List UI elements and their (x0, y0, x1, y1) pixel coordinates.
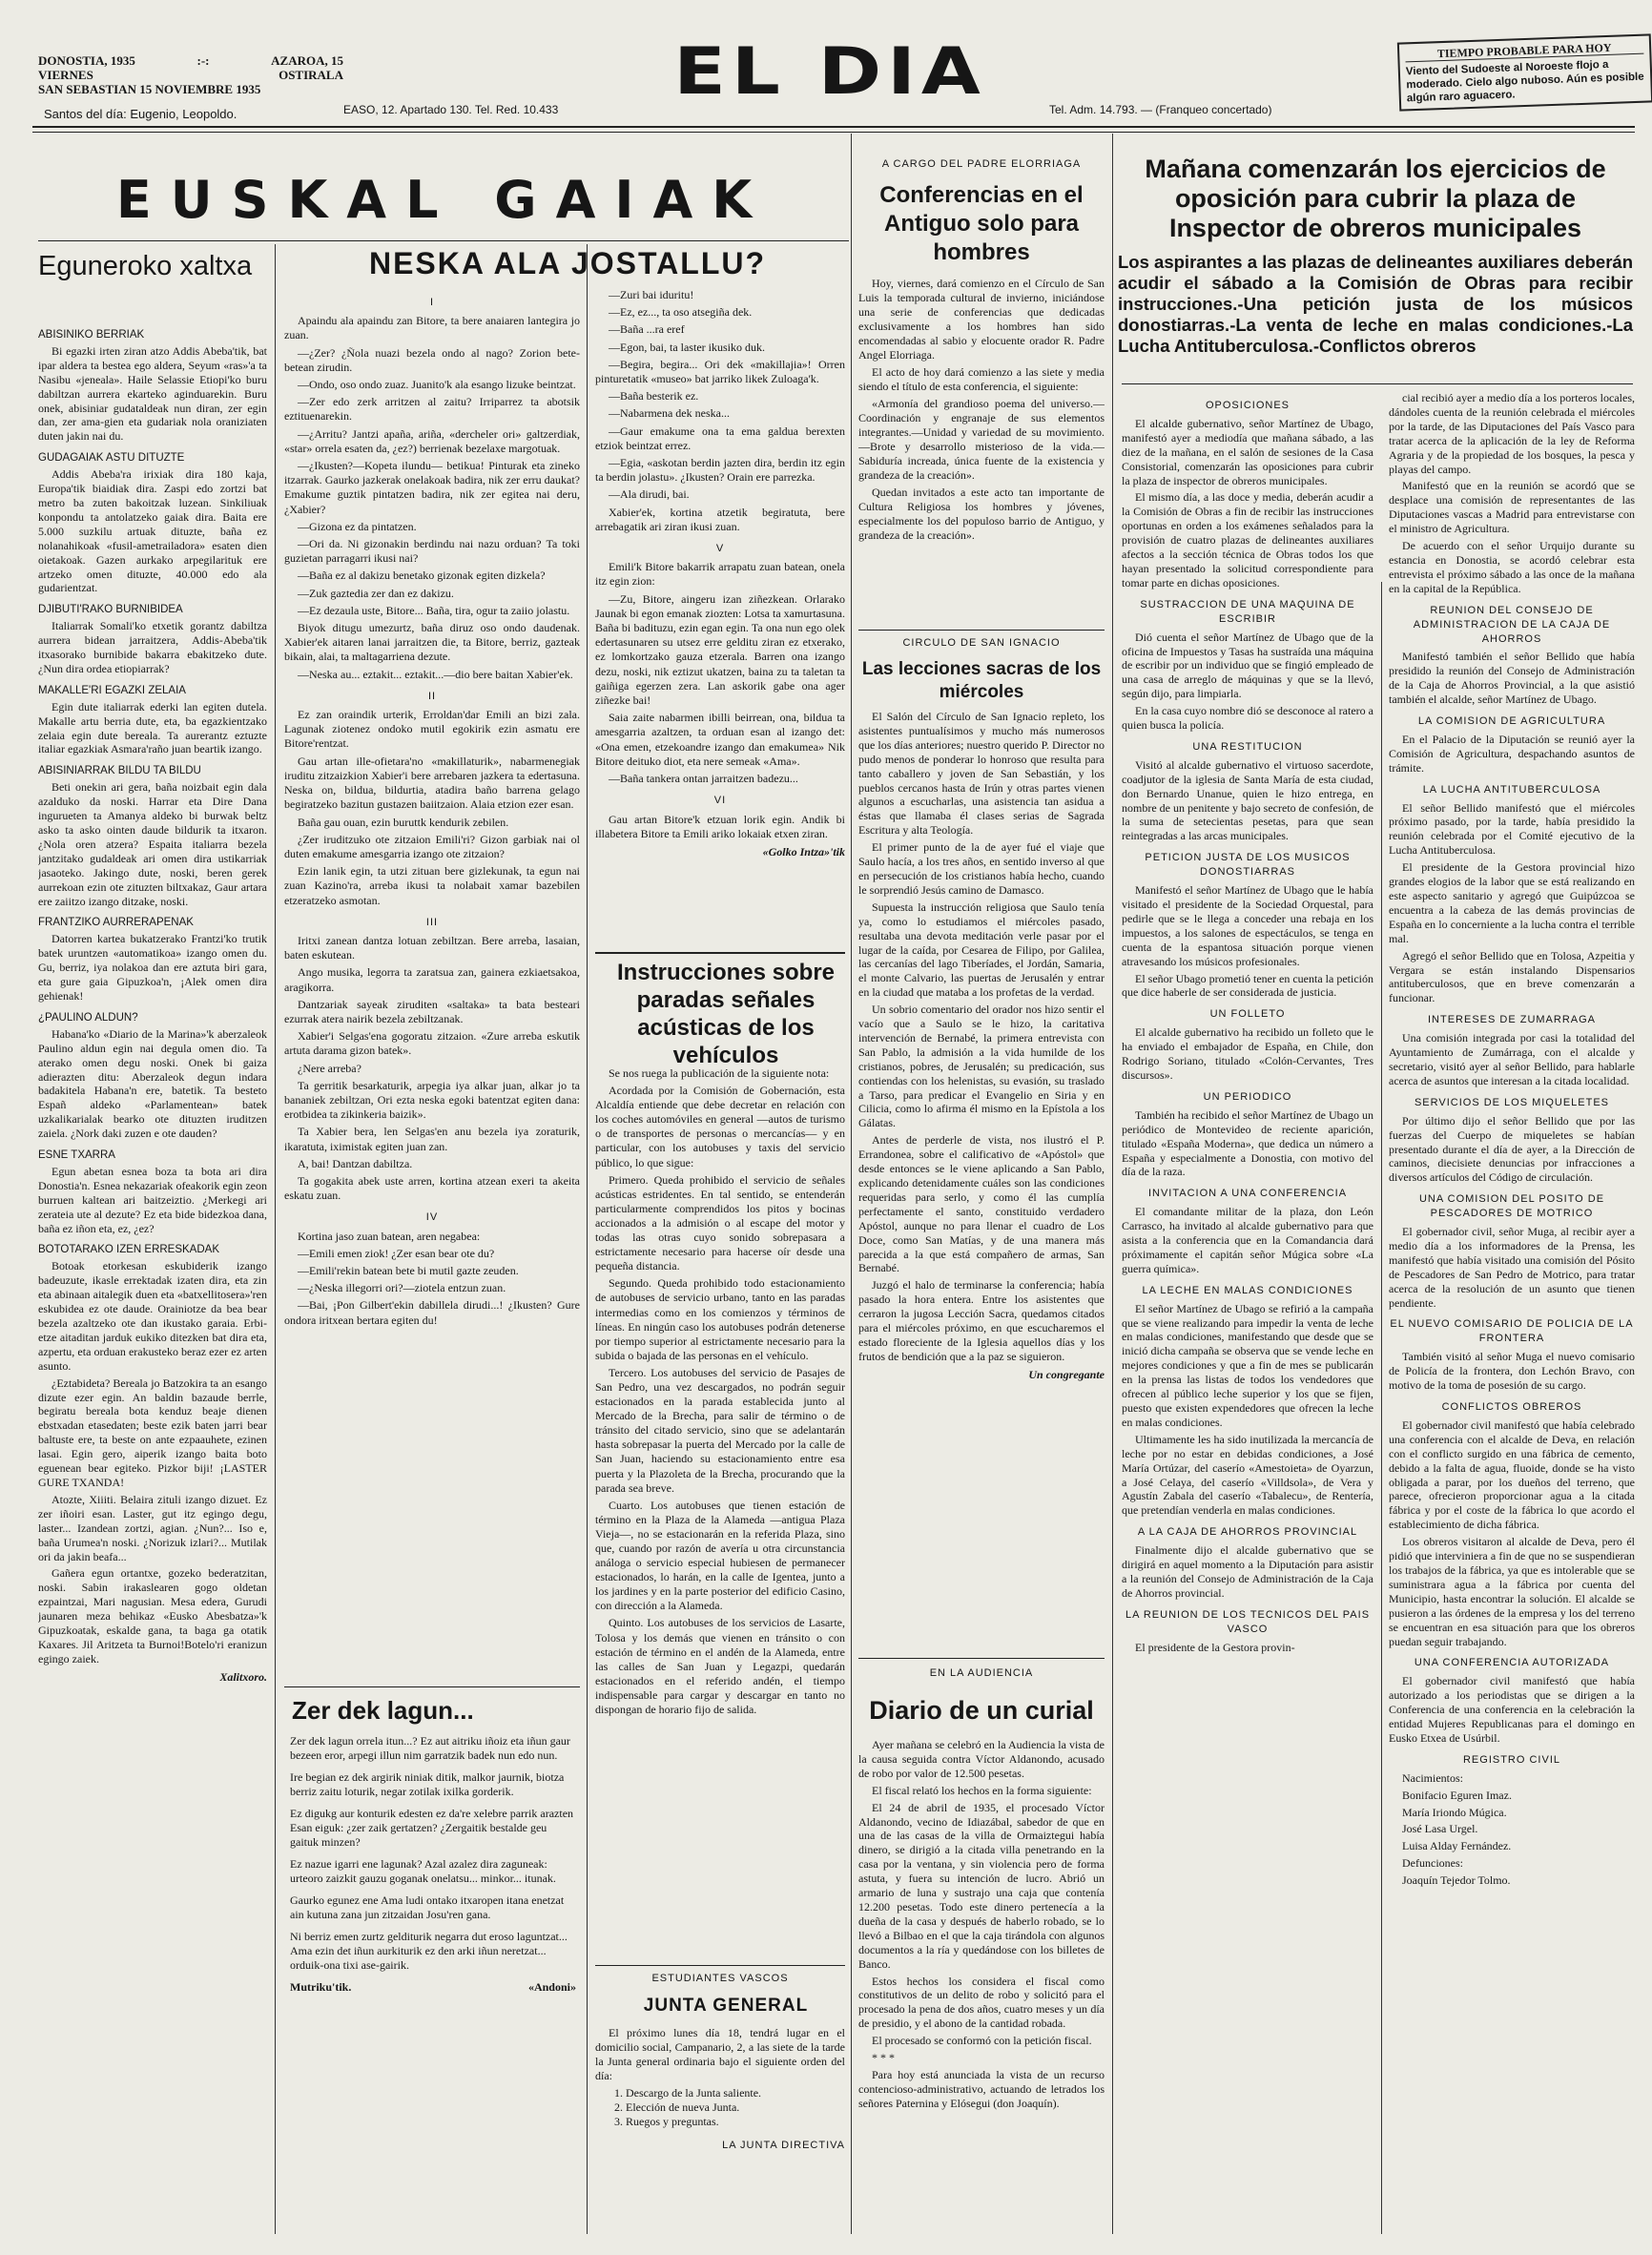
article-paragraph: * * * (872, 2051, 895, 2065)
article-paragraph: El señor Ubago prometió tener en cuenta la petición que dice haberle de ser considerada de justicia. (1122, 971, 1373, 1000)
story-paragraph: Xabier'ek, kortina atzetik begiratuta, bere arrebagatik ari ziran ikusi zuan. (595, 505, 845, 533)
section-heading: LA LECHE EN MALAS CONDICIONES (1142, 1284, 1353, 1296)
article-paragraph: Tercero. Los autobuses del servicio de Pasajes de San Pedro, una vez descargados, no podrán seguir estacionados en la parada establecida junto al Mercado de la Brecha, para salir de término o de tránsito del citado servicio, sino que se adelantarán hasta sobrepasar la puerta del Mercado por la calle de San Juan, haciendo su estacionamiento entre esa puerta y la Plazoleta de la Brecha, procurando que la parada sea breve. (595, 1365, 845, 1495)
news-item-text: Botoak etorkesan eskubiderik izango badeuzute, ikasle errektadak izaten dira, eta zin eta abinaan aitalegik duen eta «batxellitosera»'ren eskubidea ez ote daude. Orainiotze da bea bear bezela azaltzeko ote dan ikustako garaia. Erbi-etze aitaditan jarduk eukiko ditezken bat dira eta, azpertu, eta orduan erakusteko beraz ezer ez arten asunto. (38, 1259, 267, 1373)
article-paragraph: Joaquín Tejedor Tolmo. (1402, 1873, 1511, 1888)
news-item-text: Bi egazki irten ziran atzo Addis Abeba'tik, bat ipar aldera ta bestea ego aldera, Seyum «ras»'a ta Nasibu «jeneala». Haile Selassie Etiopi'ko buru dabiltzan aurrera ekarteko aginduarekin. Buru onek, abisiniar gudataldeak nun diran, zer egin dan, zer ama-gien eta gudariak nola oraniziaten duten jakin nai du. (38, 343, 267, 444)
section-heading: LA COMISION DE AGRICULTURA (1417, 715, 1606, 728)
weather-text: Viento del Sudoeste al Noroeste flojo a moderado. Cielo algo nuboso. Aún es posible algún raro aguacero. (1405, 58, 1644, 105)
story-paragraph: Gau artan ille-ofietara'no «makillaturik», nabarmenegiak iruditu zitzaizkion Xabier'i bere arrebaren jazkera ta edertasuna. Neska on, bildua, bildurtia, atadira baño barrena gelago begiratzeko bazitun gustazen baiitzaion. Alaia etzion ezer esan. (284, 754, 580, 812)
article-paragraph: En la casa cuyo nombre dió se desconoce al ratero a quien busca la policía. (1122, 704, 1373, 733)
article-paragraph: El procesado se conformó con la petición fiscal. (872, 2034, 1092, 2048)
story-paragraph: Dantzariak sayeak ziruditen «saltaka» ta bata besteari ezurrak atera nairik bezela zebiltzanak. (284, 997, 580, 1025)
neska-column-left (284, 288, 580, 1681)
article-paragraph: El alcalde gubernativo, señor Martínez de Ubago, manifestó ayer a mediodía que mañana sábado, a las diez de la mañana, en el salón de sesiones de la Casa Consistorial, comenzarán las oposiciones para cubrir la plaza de inspector de obreros municipales. (1122, 416, 1373, 487)
poem-stanza: Zer dek lagun orrela itun...? Ez aut aitriku iñoiz eta iñun gaur bezeen eror, arpegi illun nim garratzik badek nun edo nun. (290, 1734, 570, 1762)
article-paragraph: Quedan invitados a este acto tan importante de Cultura Religiosa los hombres y jóvenes, especialmente los del populoso barrio de Antiguo, y grandeza de la creación». (858, 486, 1105, 542)
article-paragraph: El mismo día, a las doce y media, deberán acudir a la Comisión de Obras a fin de recibir las instrucciones oportunas en orden a los exámenes señalados para la provisión de cuatro plazas de delineantes auxiliares afectos a la sección técnica de Obras todos los que hayan presentado la solicitud correspondiente para tomar parte en dichas oposiciones. (1122, 490, 1373, 590)
news-item-text: Datorren kartea bukatzerako Frantzi'ko trutik batek uruntzen «automatikoa» izango omen du. Gu, berriz, iya nolakoa dan ere aztuta biri gara, eta gure gaia Gipuzkoa'n, ¡Alek omen dira gehienak! (38, 932, 267, 1003)
zer-rule (284, 1686, 580, 1687)
story-paragraph: —Zuri bai iduritu! (609, 288, 694, 301)
masthead-rule-thin (32, 132, 1635, 133)
story-paragraph: —Baña ...ra eref (609, 322, 685, 337)
signature: Un congregante (1028, 1367, 1105, 1381)
diario-body (858, 1738, 1105, 2234)
section-rule (38, 240, 849, 241)
news-item-heading: ABISINIKO BERRIAK (38, 329, 145, 341)
article-paragraph: Un sobrio comentario del orador nos hizo sentir el vacío que a Saulo se le hizo, la caritativa intervención de Bernabé, la primera entrevista con San Pablo, la admisión a la vida humilde de los cristianos, pobres, de Jerusalén; su predicación, sus contiendas con los helenistas, su evasión, su traslado a Tarso, para predicar el Evangelio en Siria y en Cilicia, como lo afirma él mismo en la Epístola a los Gálatas. (858, 1003, 1105, 1130)
article-paragraph: Ayer mañana se celebró en la Audiencia la vista de la causa seguida contra Víctor Aldanondo, acusado de robo por valor de 12.500 pesetas. (858, 1738, 1105, 1780)
section-heading: INTERESES DE ZUMARRAGA (1427, 1014, 1597, 1026)
story-paragraph: —¿Arritu? Jantzi apaña, ariña, «dercheler ori» galtzerdiak, «star» orrela esaten da, ¿ez?) berrienak bezelaxe margotuak. (284, 426, 580, 455)
section-heading: CONFLICTOS OBREROS (1441, 1401, 1582, 1413)
news-item-heading: ¿PAULINO ALDUN? (38, 1011, 138, 1024)
junta-general-body (595, 2026, 845, 2236)
story-paragraph: —Zer edo zerk arritzen al zaitu? Irriparrez ta abotsik eztituenarekin. (284, 395, 580, 424)
news-item-heading: DJIBUTI'RAKO BURNIBIDEA (38, 604, 183, 616)
part-number: IV (425, 1211, 439, 1224)
poem-signature-row (290, 1980, 576, 1995)
agenda-item: 3. Ruegos y preguntas. (614, 2115, 719, 2128)
story-paragraph: Ez zan oraindik urterik, Erroldan'dar Emili an bizi zala. Lagunak ziotenez ondoko mutil egokirik ezin asmatu ere Bitore'rentzat. (284, 708, 580, 751)
column-divider (1381, 582, 1382, 2234)
article-paragraph: Manifestó también el señor Bellido que había presidido la reunión del Consejo de Administración de la Caja de Ahorros Provincial, a la que asistió también el alcalde, señor Martínez de Ubago. (1389, 650, 1635, 707)
story-paragraph: Xabier'i Selgas'ena gogoratu zitzaion. «Zure arreba eskutik artuta darama gizon batek». (284, 1029, 580, 1058)
news-item-heading: FRANTZIKO AURRERAPENAK (38, 917, 194, 929)
news-item-heading: ESNE TXARRA (38, 1149, 115, 1162)
news-item-text: Habana'ko «Diario de la Marina»'k aberzaleok Paulino aldun egin nai degula omen dio. Ta aterako omen degu noski. Onek bi gaiza adierazten ditu: Aberzaleok degun indara badakitela Habana'n ere, batetik. Ta besteto Españ aldeko «Parlamentean» batek uzkalikarialak bearko ote dituzten iruditzen zaiela. ¿Nork daki zuzen e ote dauden? (38, 1026, 267, 1141)
story-paragraph: —Nabarmena dek neska... (609, 406, 730, 421)
newspaper-title: EL DIA (673, 33, 986, 110)
article-paragraph: El señor Martínez de Ubago se refirió a la campaña que se viene realizando para impedir la venta de leche en malas condiciones, manifestando que desde que se inició dicha campaña se observa que se vende leche en mejores condiciones y que a fin de mes se publicarán en la prensa las listas de todos los vendedores que ofrecen al público leche superior y los que se fijen, puesto que existen expendedores que ofrecen la leche en malas condiciones. (1122, 1301, 1373, 1429)
estudiantes-rule (595, 1965, 845, 1966)
article-paragraph: Primero. Queda prohibido el servicio de señales acústicas estridentes. En tal sentido, se entenderán particularmente comprendidos los pitos y bocinas accionados a la admisión o al escape del motor y todas las otras cuyo sonido sobrepasara a estrictamente necesario para hacerse oír desde una pequeña distancia. (595, 1172, 845, 1273)
article-paragraph: Para hoy está anunciada la vista de un recurso contencioso-administrativo, actuando de letrados los señores Paternina y Elósegui (don Joaquín). (858, 2067, 1105, 2110)
estudiantes-kicker: ESTUDIANTES VASCOS (651, 1973, 789, 1984)
article-paragraph: Agregó el señor Bellido que en Tolosa, Azpeitia y Vergara se están instalando Dispensarios antituberculosos, que en breve comenzarán a funcionar. (1389, 948, 1635, 1005)
story-paragraph: —Baña ez al dakizu benetako gizonak egiten dizkela? (298, 569, 546, 583)
section-heading: INVITACION A UNA CONFERENCIA (1147, 1188, 1348, 1200)
manana-column-left (1122, 391, 1373, 2234)
story-paragraph: Iritxi zanean dantza lotuan zebiltzan. Bere arreba, lasaian, baten eskutean. (284, 933, 580, 962)
article-paragraph: Estos hechos los considera el fiscal como constitutivos de un delito de robo y solicitó para el procesado la pena de dos años, cuatro meses y un día de presidio, y el abono de la cantidad robada. (858, 1974, 1105, 2031)
story-paragraph: —¿Zer? ¿Ñola nuazi bezela ondo al nago? Zorion bete-betean zirudin. (284, 345, 580, 374)
news-item-text: Addis Abeba'ra irixiak dira 180 kaja, Europa'tik biaidiak dira. Zaspi edo zortzi bat metro ba zuten bakoitzak luzean. Sinkiliuak konpondu ta antolatzeko gaiak dira. Baita ere 5.000 suzkilu artuak dituzte, baña ez nolanahikoak «fusil-ametrailadora» esaten dien oietakoak. Gazen aurkako arpegilarituk ere artzeko omen dituzte, 40.000 edo ala gudarientzat. (38, 467, 267, 595)
article-paragraph: El Salón del Círculo de San Ignacio repleto, los asistentes puntualísimos y mucho más numerosos que los días anteriores; nuestro querido P. Director no pudo menos de ponderar lo honroso que resulta para tanto caballero y joven de San Sebastián, y los pueblos cercanos hasta de Irún y otras partes vienen algunos a escucharlas, una asistencia tan asidua a éstas que llamaba él clases serias de Sagrada Escritura y alta Teología. (858, 710, 1105, 838)
masthead-rule (32, 126, 1635, 128)
news-item-text: Atozte, Xiiiti. Belaira zituli izango dizuet. Ez zer iñoiri esan. Laster, gut itz egingo degu, laster... Izandean zortzi, agian. ¿Nun?... Iso e, baña Urumea'n noski. ¿Norizuk izlari?... Mutilak ori da jakin beafa... (38, 1492, 267, 1563)
section-heading: PETICION JUSTA DE LOS MUSICOS DONOSTIARRAS (1145, 852, 1351, 879)
story-paragraph: —Emili'rekin batean bete bi mutil gazte zeuden. (298, 1263, 519, 1277)
section-heading: SUSTRACCION DE UNA MAQUINA DE ESCRIBIR (1140, 598, 1355, 625)
agenda-item: 1. Descargo de la Junta saliente. (614, 2086, 762, 2100)
neska-title: NESKA ALA JOSTALLU? (368, 246, 767, 280)
section-heading: UNA RESTITUCION (1192, 740, 1303, 753)
agenda-item: 2. Elección de nueva Junta. (614, 2100, 740, 2114)
article-paragraph: El gobernador civil, señor Muga, al recibir ayer a medio día a los informadores de la Prensa, les manifestó que había visitado una comisión del Pósito de Pescadores de San Pedro de Motrico, para tratar acerca de la resolución de un asunto que tienen pendiente. (1389, 1225, 1635, 1310)
manana-column-right (1389, 391, 1635, 2234)
news-item-text: ¿Eztabideta? Bereala jo Batzokira ta an esango dizute ezer egin. An baldin bazaude berrle, begiratu bereala bota kenduz beaje dienen ebstxadan etasedaten; beste ezik baten jarri bear baltuste ere, ta beste on ante ezpaauhete, ezinen lasai. Egin gero, aiperik izango baita boto eguenean bear egiteko. Pizkor biji! ¡LASTER GURE TXANDA! (38, 1376, 267, 1489)
section-heading: A LA CAJA DE AHORROS PROVINCIAL (1137, 1526, 1358, 1539)
article-paragraph: De acuerdo con el señor Urquijo durante su estancia en Donostia, se acordó celebrar esta entrevista el próximo sábado a las once de la mañana en la capital de la República. (1389, 539, 1635, 595)
column-divider (587, 244, 588, 2234)
diario-kicker: EN LA AUDIENCIA (929, 1667, 1034, 1679)
article-paragraph: José Lasa Urgel. (1402, 1822, 1478, 1836)
article-paragraph: Luisa Alday Fernández. (1402, 1839, 1512, 1853)
part-number: V (715, 543, 725, 555)
news-item-text: Egin dute italiarrak ederki lan egiten dutela. Makalle artu berria dute, eta, ba egazkientzako zelaia egin dute bereala. Ta aurerantz eztuzte italiar egazkiak Asmara'raño juan beartik izango. (38, 699, 267, 756)
story-paragraph: —Begira, begira... Ori dek «makillajia»! Orren pinturetatik «museo» bat jarriko likek Zuloaga'k. (595, 357, 845, 386)
story-paragraph: Ta Xabier bera, len Selgas'en anu bezela iya zoraturik, ikaratuta, iximistak egiten juan zan. (284, 1125, 580, 1153)
story-paragraph: Ango musika, legorra ta zaratsua zan, gainera ezkiaetsakoa, aragikorra. (284, 965, 580, 994)
story-paragraph: ¿Zer iruditzuko ote zitzaion Emili'ri? Gizon garbiak nai ol duten emakume amesgarria izango ote zitzaion? (284, 832, 580, 860)
article-paragraph: El alcalde gubernativo ha recibido un folleto que le ha enviado el embajador de España, en Chile, don Rodrigo Soriano, titulado «Colón-Cervantes, Tres discursos». (1122, 1025, 1373, 1082)
article-paragraph: El presidente de la Gestora provincial hizo grandes elogios de la labor que se está realizando en este aspecto sanitario y agregó que Guipúzcoa se encuentra a la cabeza de las demás provincias de España en lo concerniente a la lucha contra el terrible mal. (1389, 860, 1635, 945)
story-paragraph: —Egia, «askotan berdin jazten dira, berdin itz egin ta berdin jolastu». ¿Ikusten? Orain ere parrezka. (595, 456, 845, 485)
article-paragraph: Defunciones: (1402, 1856, 1463, 1871)
instrucciones-rule (595, 952, 845, 954)
article-paragraph: cial recibió ayer a medio día a los porteros locales, dándoles cuenta de la reunión celebrada el miércoles por la tarde, de las Diputaciones del País Vasco para tratar acerca de la aplicación de la ley de Reforma Agraria y de la propiedad de los bosques, la pesca y playas del campo. (1389, 391, 1635, 476)
article-paragraph: María Iriondo Múgica. (1402, 1805, 1507, 1819)
conferencias-body (858, 277, 1105, 630)
weather-title: TIEMPO PROBABLE PARA HOY (1405, 40, 1643, 63)
poem-stanza: Gaurko egunez ene Ama ludi ontako itxaropen itana enetzat ain kutuna zana jun zitzaidan Josu'ren gana. (290, 1893, 565, 1921)
zer-dek-lagun-title: Zer dek lagun... (292, 1696, 474, 1725)
story-paragraph: —Zuk gaztedia zer dan ez dakizu. (298, 586, 454, 600)
story-paragraph: —¿Neska illegorri ori?—ziotela entzun zuan. (298, 1281, 506, 1295)
section-heading: REGISTRO CIVIL (1462, 1753, 1561, 1766)
story-paragraph: Biyok ditugu umezurtz, baña diruz oso ondo daudenak. Xabier'ek aitaren lanai jarraitzen die, ta Bitore, berriz, gazteak bikain, alai, ta maltagarriena dezute. (284, 621, 580, 664)
neska-column-right (595, 288, 845, 946)
column-divider (275, 244, 276, 2234)
story-paragraph: Ta gogakita abek uste arren, kortina atzean exeri ta akeita eskatu zuan. (284, 1173, 580, 1203)
article-paragraph: Dió cuenta el señor Martínez de Ubago que de la oficina de Impuestos y Tasas ha sustraída una máquina de escribir por un individuo que se fingió empleado de una casa de arreglo de máquinas y que se la llevó, según dijo, para limpiarla. (1122, 630, 1373, 701)
news-item-heading: ABISINIARRAK BILDU TA BILDU (38, 765, 201, 777)
article-paragraph: Supuesta la instrucción religiosa que Saulo tenía ya, como lo estudiamos el miércoles pasado, resultaba una devota meditación verle pasar por el lugar de la caída, por Cesarea de Filipo, por Galilea, las cercanías del lago Tiberíades, el Jordán, Samaria, el monte Calvario, las puertas de Jerusalén y entrar en la ciudad que mataba a los profetas de la verdad. (858, 900, 1105, 1000)
signature: Xalitxoro. (219, 1669, 267, 1684)
story-paragraph: —¿Ikusten?—Kopeta ilundu— betikua! Pinturak eta zineko itzarrak. Gaurko jazkerak onelakoak badira, nik zer erru daukat? Emakume guztik pintatzen badira, nik zer egitea nai deru, ¿Xabier? (284, 459, 580, 516)
manana-deck: Los aspirantes a las plazas de delineantes auxiliares deberán acudir el sábado a la Comisión de Obras para recibir instrucciones.-Una petición justa de los músicos donostiarras.-La venta de leche en malas condiciones.-La Lucha Antituberculosa.-Conflictos obreros (1118, 252, 1633, 356)
article-paragraph: El gobernador civil manifestó que había autorizado a los periodistas que se dirigen a la Conferencia de una conferencia en la celebración la entidad Mujeres Republicanas para el domingo en Eusko Etxea de Usúrbil. (1389, 1674, 1635, 1745)
diario-rule (858, 1658, 1105, 1659)
article-paragraph: Juzgó el halo de terminarse la conferencia; había pasado la hora entera. Entre los asistentes que cerraron la jugosa Lección Sacra, quedamos citados para el miércoles próximo, en que escucharemos el estado floreciente de la Iglesia aquellos días y los frutos de bendición que a la paz se siguieron. (858, 1278, 1105, 1363)
instrucciones-title: Instrucciones sobre paradas señales acústicas de los vehículos (616, 960, 836, 1068)
article-paragraph: Una comisión integrada por casi la totalidad del Ayuntamiento de Zumárraga, con el alcalde y secretario, visitó ayer al señor Bellido, para hablarle acerca de asuntos que interesan a la citada localidad. (1389, 1031, 1635, 1087)
saints-of-day: Santos del día: Eugenio, Leopoldo. (44, 107, 237, 121)
section-heading: UNA COMISION DEL POSITO DE PESCADORES DE MOTRICO (1418, 1193, 1605, 1220)
article-paragraph: Hoy, viernes, dará comienzo en el Círculo de San Luis la temporada cultural de invierno, iniciándose una serie de conferencias que dedicadas exclusivamente a los hombres han sido encomendadas al sabio y elocuente orador R. Padre Angel Elorriaga. (858, 277, 1105, 362)
section-heading: LA REUNION DE LOS TECNICOS DEL PAIS VASCO (1125, 1608, 1371, 1635)
article-paragraph: Antes de perderle de vista, nos ilustró el P. Errandonea, sobre el calificativo de «Apóstol» que desde entonces se le viene aplicando a San Pablo, explicando detenidamente cuáles son las condiciones requeridas para serlo, y como él las cumplía perfectamente el santo, constituido verdadero Apóstol, aunque no para llenar el cuadro de Los Doce, como San Matías, y de una manera más parecida a la que está compañero de armas, San Bernabé. (858, 1133, 1105, 1275)
article-paragraph: El acto de hoy dará comienzo a las siete y media siendo el título de esta conferencia, el siguiente: (858, 365, 1105, 393)
eguneroko-column (38, 321, 267, 2228)
news-item-heading: GUDAGAIAK ASTU DITUZTE (38, 452, 185, 465)
article-paragraph: Manifestó que en la reunión se acordó que se desplace una comisión de representantes de las Diputaciones vascas a Madrid para entrevistarse con el ministro de Agricultura. (1389, 479, 1635, 536)
instrucciones-body (595, 1066, 845, 1958)
poem-stanza: Ire begian ez dek argirik niniak ditik, malkor jaurnik, biotza berriz zaitu loturik, negar zotilak ixilka gorderik. (290, 1770, 565, 1798)
section-heading: SERVICIOS DE LOS MIQUELETES (1414, 1096, 1610, 1108)
masthead-dateline: DONOSTIA, 1935 :-: AZAROA, 15 VIERNES OSTIRALA SAN SEBASTIAN 15 NOVIEMBRE 1935 (38, 53, 343, 96)
section-heading: UN FOLLETO (1209, 1008, 1286, 1021)
article-paragraph: Quinto. Los autobuses de los servicios de Lasarte, Tolosa y los demás que vienen en tránsito o con estación de término en el andén de la Alameda, entre las calles de San Juan y Legazpi, quedarán estacionados en el referido andén, el tiempo indispensable para cargar y descargar en tanto no dispongan de horario fijo de salida. (595, 1616, 845, 1717)
news-item-text: Gañera egun ortantxe, gozeko bederatzitan, noski. Sabin irakaslearen gogo oldetan ezpaintzai, Mari nagusian. Mesa edera, Gurudi jaunaren meza behikaz «Eusko Abesbatza»'k Gipuzkoatak, eskalde gana, ta baga ga otatik Kaxares. Jil Aritzeta ta Burnoi!Botelo'ri eranizun egingo zaiek. (38, 1566, 267, 1665)
part-number: III (425, 916, 439, 928)
junta-intro: El próximo lunes día 18, tendrá lugar en el domicilio social, Campanario, 2, a las siete de la tarde la Junta general ordinaria bajo el siguiente orden del día: (595, 2026, 845, 2082)
section-heading: LA LUCHA ANTITUBERCULOSA (1422, 783, 1601, 796)
poem-author: «Andoni» (527, 1980, 576, 1994)
part-number: VI (713, 795, 727, 807)
story-paragraph: —Egon, bai, ta laster ikusiko duk. (609, 340, 765, 354)
column-divider (1112, 134, 1113, 2234)
eguneroko-title: Eguneroko xaltxa (38, 251, 253, 281)
story-paragraph: —Gizona ez da pintatzen. (298, 519, 417, 533)
article-paragraph: El primer punto de la de ayer fué el viaje que Saulo hacía, a los tres años, en sentido inverso al que en persecución de los cristianos había hecho, cuando le sorprendió Jesús camino de Damasco. (858, 840, 1105, 897)
section-title-euskal-gaiak: EUSKAL GAIAK (115, 170, 772, 230)
story-paragraph: —Baña besterik ez. (609, 389, 699, 403)
news-item-text: Egun abetan esnea boza ta bota ari dira Donostia'n. Esnea nekazariak ofeakorik egin zeon burruen kaltean ari baitzeiztio. ¿Merkegi ari zerateia ute al dezute? Ez eta bide bidezkoa dana, baña ez iñon eta, ez, ¿ez? (38, 1164, 267, 1235)
story-paragraph: —Emili emen ziok! ¿Zer esan bear ote du? (298, 1246, 495, 1260)
story-paragraph: Ezin lanik egin, ta utzi zituan bere gizlekunak, ta egun nai zuan Kazino'ra, arreba ikusi ta nolabait xamar bazebilen etzeratzeko asmotan. (284, 864, 580, 907)
article-paragraph: Manifestó el señor Martínez de Ubago que le había visitado el presidente de la Sociedad Orquestal, para pedirle que se le llega a conceder una rebaja en los impuestos, a los salones de espectáculos, se tenga en cuenta de la espantosa situación porque vienen atravesando los músicos profesionales. (1122, 883, 1373, 968)
article-paragraph: Visitó al alcalde gubernativo el virtuoso sacerdote, coadjutor de la iglesia de Santa María de esta ciudad, don Bernardo Unanue, quien le hizo entrega, en nombre de un penitente y bajo secreto de confesión, de la suma de setecientas pesetas, para que sean reintegradas a las arcas municipales. (1122, 757, 1373, 843)
news-item-text: Italiarrak Somali'ko etxetik gorantz dabiltza aurrera bidean jarraitzera, Addis-Abeba'tik itxasorako burnibide bakarra ebakitzeko dute. ¿Nun dira ordea etiopiarrak? (38, 619, 267, 675)
column-divider (851, 134, 852, 2234)
story-paragraph: —Ala dirudi, bai. (609, 487, 690, 502)
article-paragraph: También visitó al señor Muga el nuevo comisario de Policía de la frontera, don Lechón Bravo, con motivo de la toma de posesión de su cargo. (1389, 1350, 1635, 1393)
article-paragraph: El presidente de la Gestora provin- (1135, 1640, 1295, 1654)
article-paragraph: Se nos ruega la publicación de la siguiente nota: (609, 1066, 830, 1080)
section-heading: UN PERIODICO (1203, 1090, 1292, 1103)
story-paragraph: Apaindu ala apaindu zan Bitore, ta bere anaiaren lantegira jo zuan. (284, 314, 580, 342)
newspaper-admin-phone: Tel. Adm. 14.793. — (Franqueo concertado) (1049, 103, 1272, 116)
lecciones-kicker: CIRCULO DE SAN IGNACIO (902, 637, 1061, 649)
news-item-heading: BOTOTARAKO IZEN ERRESKADAK (38, 1244, 220, 1256)
article-paragraph: El comandante militar de la plaza, don León Carrasco, ha invitado al alcalde gubernativo para que asista a la conferencia que en la Comandancia dará próximamente el capitán señor Múgica sobre «La guerra química». (1122, 1205, 1373, 1275)
signature: «Golko Intza»'tik (762, 844, 845, 859)
article-paragraph: El señor Bellido manifestó que el miércoles próximo pasado, por la tarde, había presidido la reunión celebrada por el Comité ejecutivo de la Lucha Antituberculosa. (1389, 800, 1635, 858)
story-paragraph: —Zu, Bitore, aingeru izan ziñezkean. Orlarako Jaunak bi egon emanak ziozten: Lotsa ta xamurtasuna. Baña bi badituzu, ezin egan egin. Ta ona nun ego olek edertasunaren su utsez erre gelditu ziran ez etxerako, ez lomkortzako gauza etzerala. Barren ona izango dezu, noski, nik eztizut ukatzen, baina zu ta taletan ta gaiñiga egerzen zera. Lan askorik gabe ona ager ziñezke bai! (595, 591, 845, 708)
story-paragraph: —Ez, ez..., ta oso atsegiña dek. (609, 305, 753, 320)
lecciones-rule (858, 630, 1105, 631)
article-paragraph: «Armonía del grandioso poema del universo.—Coordinación y engranaje de sus elementos integrantes.—Unidad y variedad de su movimiento.—Brote y desarrollo misterioso de la vida.—Sabiduría increada, única fuente de la existencia y grandeza de la creación». (858, 397, 1105, 482)
article-paragraph: Cuarto. Los autobuses que tienen estación de término en la Plaza de la Alameda —antigua Plaza Vieja—, no se estacionarán en la referida Plaza, sino que, cuando por razón de avería u otra circunstancia análoga o servicio especial hubiesen de permanecer estacionados, lo harán, en la calle de Igentea, junto a los jardines y en la parte posterior del edificio Casino, con dirección a la Alameda. (595, 1498, 845, 1613)
story-paragraph: —Neska au... eztakit... eztakit...—dio bere baitan Xabier'ek. (298, 667, 573, 681)
section-heading: OPOSICIONES (1205, 400, 1291, 411)
newspaper-address: EASO, 12. Apartado 130. Tel. Red. 10.433 (343, 103, 559, 116)
article-paragraph: Segundo. Queda prohibido todo estacionamiento de autobuses de servicio urbano, tanto en las paradas intermedias como en los comienzos y términos de líneas. En ningún caso los autobuses podrán detenerse por tiempo superior al estrictamente necesario para la subida o bajada de las personas en el vehículo. (595, 1276, 845, 1362)
story-paragraph: —Baña tankera ontan jarraitzen badezu... (609, 772, 798, 786)
manana-title: Mañana comenzarán los ejercicios de oposición para cubrir la plaza de Inspector de obreros municipales (1145, 155, 1606, 242)
story-paragraph: —Gaur emakume ona ta ema galdua berexten etziok beintzat errez. (595, 424, 845, 452)
lecciones-title: Las lecciones sacras de los miércoles (861, 659, 1102, 702)
news-item-text: Beti onekin ari gera, baña noizbait egin dala azalduko da noski. Harrar eta Dire Dana ingurueten ta Amanya aldeko bi burwak beltz asko ta asko ointen daude bildurik ta itxaron. ¿Nola oren atzera? Espaita italiarra bezela jantzitako gudaldeak ari omen dira ustikarriak jasaoteko. Jakingo dute, noski, beren gerek aurrekoan ezin ote zituzten biltxakaz, Gaur artara ere zaiitzo izango ditzake, noski. (38, 780, 267, 908)
diario-title: Diario de un curial (869, 1696, 1094, 1725)
news-item-heading: MAKALLE'RI EGAZKI ZELAIA (38, 684, 186, 696)
story-paragraph: —Ez dezaula uste, Bitore... Baña, tira, ogur ta zaiio jolastu. (298, 603, 570, 617)
zer-dek-lagun-poem (290, 1734, 576, 2230)
story-paragraph: Saia zaite nabarmen ibilli beirrean, ona, bildua ta amesgarria azaltzen, ta orduan esan al izango det: «Ona emen, etzekoandre izango dan emakumea» Nik Bitore deituko diot, eta nere semeak «Ama». (595, 711, 845, 768)
part-number: II (427, 690, 437, 702)
story-paragraph: —Ori da. Ni gizonakin berdindu nai nazu orduan? Ta toki guzietan parragarri ikusi nai? (284, 537, 580, 566)
article-paragraph: Finalmente dijo el alcalde gubernativo que se dirigirá en aquel momento a la Diputación para asistir a la reunión del Consejo de Administración de la Caja de Ahorros provincial. (1122, 1543, 1373, 1600)
article-paragraph: Bonifacio Eguren Imaz. (1402, 1788, 1512, 1802)
conferencias-kicker: A CARGO DEL PADRE ELORRIAGA (881, 158, 1082, 170)
story-paragraph: Ta gerritik besarkaturik, arpegia iya alkar juan, alkar jo ta bananiek zebiltzan, Ori ezta neska egoki batentzat egiten dana: erotbidea ta zikinkeria baizik». (284, 1078, 580, 1122)
story-paragraph: Gau artan Bitore'k etzuan lorik egin. Andik bi illabetera Bitore ta Emili ariko lokaiak etxen ziran. (595, 812, 845, 840)
article-paragraph: Nacimientos: (1402, 1770, 1463, 1785)
section-heading: UNA CONFERENCIA AUTORIZADA (1414, 1657, 1610, 1669)
article-paragraph: El gobernador civil manifestó que había celebrado una conferencia con el alcalde de Deva, en relación con el conflicto surgido en una fábrica de cemento, debido a la falta de agua, fluoide, donde se ha visto obligada a parar, por los dueños del terreno, que parece, ofrecieron proporcionar agua a la citada fábrica y por el coste de la fábrica lo que acordo el establecimiento de dicha fábrica. (1389, 1417, 1635, 1532)
story-paragraph: ¿Nere arreba? (298, 1061, 361, 1075)
poem-origin: Mutriku'tik. (290, 1980, 352, 1994)
article-paragraph: También ha recibido el señor Martínez de Ubago un periódico de Montevideo de reciente aparición, titulado «España Moderna», que dedica un número a España y especialmente a Donostia, con motivo del día de la raza. (1122, 1107, 1373, 1179)
article-paragraph: El fiscal relató los hechos en la forma siguiente: (872, 1783, 1092, 1797)
article-paragraph: El 24 de abril de 1935, el procesado Víctor Aldanondo, vecino de Idiazábal, sabedor de que en una de las casas de la villa de Ormaiztegui había dinero, se dirigió a la citada villa penetrando en la casa por la ventana, y sin violencia pero de forma astuta, y fuera su intención de lucro. Abrió un armario de luna y sustrajo una caja que contenía 12.200 pesetas. Todo este dinero pertenecía a la dueña de la casa y después de haberlo robado, se lo llevó a Bilbao en el que la caja tirándola con algunos documentos a la ría y quedándose con los billetes de Banco. (858, 1800, 1105, 1971)
article-paragraph: Los obreros visitaron al alcalde de Deva, pero él pidió que interviniera a fin de que no se suspendieran los trabajos de la fábrica, ya que es intolerable que se suministrara agua a la fábrica por cuenta del Municipio, hasta encontrar la solución. El alcalde se pusieron a las órdenes de la empresa y los del terreno se encuentran en esa situación para que los obreros puedan seguir trabajando. (1389, 1535, 1635, 1648)
story-paragraph: Kortina jaso zuan batean, aren negabea: (298, 1229, 481, 1243)
section-heading: EL NUEVO COMISARIO DE POLICIA DE LA FRONTERA (1390, 1318, 1634, 1345)
poem-stanza: Ez nazue igarri ene lagunak? Azal azalez dira zaguneak: urteoro zaizkit gauzu goganak onelatsu... minkor... itunak. (290, 1857, 556, 1885)
story-paragraph: Emili'k Bitore bakarrik arrapatu zuan batean, onela itz egin zion: (595, 560, 845, 589)
article-paragraph: Por último dijo el señor Bellido que por las fuerzas del Cuerpo de miqueletes se habían presentado durante el día de ayer, a la Dirección de caminos, diecisiete denuncias por infracciones a diversos artículos del Código de circulación. (1389, 1113, 1635, 1185)
story-paragraph: —Ondo, oso ondo zuaz. Juanito'k ala esango lizuke beintzat. (298, 378, 576, 392)
signature: LA JUNTA DIRECTIVA (722, 2140, 845, 2151)
article-paragraph: Acordada por la Comisión de Gobernación, esta Alcaldía entiende que debe decretar en relación con los coches automóviles en general —autos de turismo o de transportes de personas o mercancías— y en particular, con los autobuses y taxis del servicio público, lo que sigue: (595, 1084, 845, 1169)
story-paragraph: A, bai! Dantzan dabiltza. (298, 1156, 413, 1170)
part-number: I (429, 297, 435, 308)
story-paragraph: Baña gau ouan, ezin buruttk kendurik zebilen. (298, 815, 509, 829)
weather-box (1397, 33, 1652, 111)
junta-general-title: JUNTA GENERAL (643, 1996, 809, 2016)
conferencias-title: Conferencias en el Antiguo solo para hombres (879, 182, 1084, 265)
section-heading: REUNION DEL CONSEJO DE ADMINISTRACION DE LA CAJA DE AHORROS (1413, 604, 1611, 645)
article-paragraph: Ultimamente les ha sido inutilizada la mercancía de leche por no estar en debidas condiciones, a José María Ortúzar, del caserío «Amestoieta» de Oyarzun, a José Celaya, del caserío «Villdsola», de Vera y Agustín Zabala del caserío «Tabalecu», de Rentería, que pretendían venderla en malas condiciones. (1122, 1432, 1373, 1518)
poem-stanza: Ez digukg aur konturik edesten ez da're xelebre parrik arazten Esan eiguk: ¿zer zaik gertatzen? ¿Zergaitik bestalde geu gaituk minzen? (290, 1807, 574, 1849)
lecciones-body (858, 710, 1105, 1645)
article-paragraph: En el Palacio de la Diputación se reunió ayer la Comisión de Agricultura, despachando asuntos de trámite. (1389, 732, 1635, 775)
poem-stanza: Ni berriz emen zurtz gelditurik negarra dut eroso laguntzat... Ama ezin det iñun aurkiturik ez den arki iñun neretzat... orduik-ona tixi ase-gairik. (290, 1930, 568, 1972)
story-paragraph: —Bai, ¡Pon Gilbert'ekin dabillela dirudi...! ¿Ikusten? Gure ondora iritxean bertara egiten du! (284, 1298, 580, 1327)
manana-rule (1122, 383, 1633, 384)
